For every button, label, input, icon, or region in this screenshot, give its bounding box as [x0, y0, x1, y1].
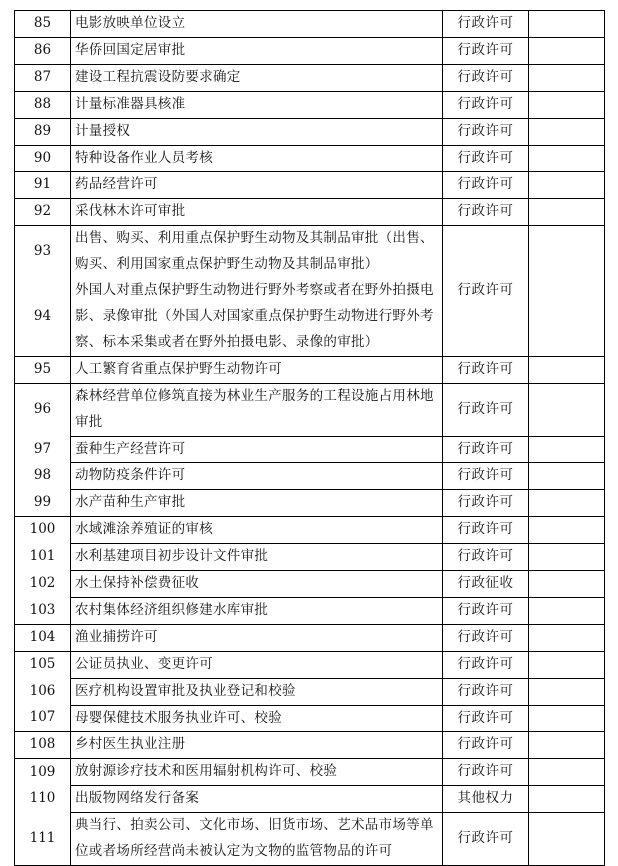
item-name: 药品经营许可 — [71, 172, 443, 199]
row-number: 110 — [15, 786, 71, 813]
item-name: 蚕种生产经营许可 — [71, 436, 443, 463]
item-name: 放射源诊疗技术和医用辐射机构许可、校验 — [71, 759, 443, 786]
item-remark — [529, 678, 605, 705]
table-row — [15, 759, 605, 786]
item-type: 行政许可 — [443, 517, 529, 544]
row-number: 108 — [15, 732, 71, 759]
row-number: 107 — [15, 705, 71, 732]
table-row — [15, 91, 605, 118]
item-type: 行政许可 — [443, 172, 529, 199]
item-remark — [529, 571, 605, 598]
item-type: 行政许可 — [443, 356, 529, 383]
row-number: 88 — [15, 91, 71, 118]
row-number: 91 — [15, 172, 71, 199]
item-remark — [529, 463, 605, 490]
item-type: 行政许可 — [443, 651, 529, 678]
item-name: 水产苗种生产审批 — [71, 490, 443, 517]
item-remark — [529, 544, 605, 571]
item-type: 行政许可 — [443, 732, 529, 759]
row-number: 95 — [15, 356, 71, 383]
item-name: 特种设备作业人员考核 — [71, 145, 443, 172]
row-number: 90 — [15, 145, 71, 172]
table-row — [15, 597, 605, 624]
table-row — [15, 226, 605, 278]
table-row — [15, 732, 605, 759]
item-type: 行政许可 — [443, 37, 529, 64]
item-name: 水土保持补偿费征收 — [71, 571, 443, 598]
item-remark — [529, 118, 605, 145]
item-type: 行政许可 — [443, 91, 529, 118]
row-number: 93 — [15, 226, 71, 278]
row-number: 97 — [15, 436, 71, 463]
item-type: 行政许可 — [443, 118, 529, 145]
row-number: 103 — [15, 597, 71, 624]
item-name: 渔业捕捞许可 — [71, 624, 443, 651]
row-number: 111 — [15, 813, 71, 866]
item-remark — [529, 37, 605, 64]
item-type: 行政许可 — [443, 383, 529, 436]
row-number: 98 — [15, 463, 71, 490]
item-remark — [529, 759, 605, 786]
item-type: 行政许可 — [443, 597, 529, 624]
row-number: 105 — [15, 651, 71, 678]
table-row — [15, 463, 605, 490]
item-type: 行政许可 — [443, 463, 529, 490]
item-type: 行政许可 — [443, 624, 529, 651]
item-type: 行政征收 — [443, 571, 529, 598]
item-type: 行政许可 — [443, 64, 529, 91]
item-name: 计量标准器具核准 — [71, 91, 443, 118]
item-name: 出版物网络发行备案 — [71, 786, 443, 813]
table-row — [15, 651, 605, 678]
item-remark — [529, 91, 605, 118]
item-name: 森林经营单位修筑直接为林业生产服务的工程设施占用林地审批 — [71, 383, 443, 436]
item-type: 行政许可 — [443, 436, 529, 463]
row-number: 99 — [15, 490, 71, 517]
item-remark — [529, 172, 605, 199]
item-remark — [529, 11, 605, 38]
item-remark — [529, 705, 605, 732]
table-row — [15, 37, 605, 64]
item-name: 农村集体经济组织修建水库审批 — [71, 597, 443, 624]
item-name: 水利基建项目初步设计文件审批 — [71, 544, 443, 571]
item-name: 母婴保健技术服务执业许可、校验 — [71, 705, 443, 732]
table-row — [15, 678, 605, 705]
item-remark — [529, 436, 605, 463]
table-row — [15, 11, 605, 38]
item-name: 人工繁育省重点保护野生动物许可 — [71, 356, 443, 383]
table-row — [15, 436, 605, 463]
row-number: 101 — [15, 544, 71, 571]
item-type: 行政许可 — [443, 678, 529, 705]
item-type: 行政许可 — [443, 759, 529, 786]
item-name: 计量授权 — [71, 118, 443, 145]
table-row — [15, 571, 605, 598]
row-number: 104 — [15, 624, 71, 651]
table-row — [15, 786, 605, 813]
row-number: 89 — [15, 118, 71, 145]
row-number: 100 — [15, 517, 71, 544]
item-remark — [529, 383, 605, 436]
item-type: 行政许可 — [443, 145, 529, 172]
item-name: 电影放映单位设立 — [71, 11, 443, 38]
item-name: 华侨回国定居审批 — [71, 37, 443, 64]
row-number: 85 — [15, 11, 71, 38]
item-name: 乡村医生执业注册 — [71, 732, 443, 759]
item-name: 医疗机构设置审批及执业登记和校验 — [71, 678, 443, 705]
table-row — [15, 64, 605, 91]
item-remark — [529, 732, 605, 759]
item-name: 典当行、拍卖公司、文化市场、旧货市场、艺术品市场等单位或者场所经营尚未被认定为文物的监管物品的许可 — [71, 813, 443, 866]
item-type: 行政许可 — [443, 199, 529, 226]
table-row — [15, 490, 605, 517]
item-remark — [529, 199, 605, 226]
item-remark — [529, 517, 605, 544]
item-type: 行政许可 — [443, 705, 529, 732]
item-name: 动物防疫条件许可 — [71, 463, 443, 490]
item-remark — [529, 356, 605, 383]
row-number: 106 — [15, 678, 71, 705]
item-type: 行政许可 — [443, 11, 529, 38]
table-row — [15, 517, 605, 544]
item-type: 其他权力 — [443, 786, 529, 813]
table-row — [15, 813, 605, 866]
item-remark — [529, 64, 605, 91]
row-number: 94 — [15, 278, 71, 356]
row-number: 96 — [15, 383, 71, 436]
item-type: 行政许可 — [443, 544, 529, 571]
item-remark — [529, 490, 605, 517]
item-name: 出售、购买、利用重点保护野生动物及其制品审批（出售、购买、利用国家重点保护野生动物及其制品审批） — [71, 226, 443, 278]
item-name: 公证员执业、变更许可 — [71, 651, 443, 678]
item-name: 外国人对重点保护野生动物进行野外考察或者在野外拍摄电影、录像审批（外国人对国家重点保护野生动物进行野外考察、标本采集或者在野外拍摄电影、录像的审批） — [71, 278, 443, 356]
table-body — [15, 11, 605, 866]
table-row — [15, 705, 605, 732]
item-remark — [529, 786, 605, 813]
item-name: 建设工程抗震设防要求确定 — [71, 64, 443, 91]
table-row — [15, 118, 605, 145]
item-type: 行政许可 — [443, 226, 529, 357]
item-remark — [529, 145, 605, 172]
row-number: 86 — [15, 37, 71, 64]
row-number: 102 — [15, 571, 71, 598]
item-type: 行政许可 — [443, 813, 529, 866]
table-row — [15, 172, 605, 199]
item-name: 采伐林木许可审批 — [71, 199, 443, 226]
table-row — [15, 145, 605, 172]
table-row — [15, 356, 605, 383]
item-remark — [529, 651, 605, 678]
table-row — [15, 199, 605, 226]
authority-list-table — [14, 10, 605, 866]
item-remark — [529, 597, 605, 624]
row-number: 109 — [15, 759, 71, 786]
table-row — [15, 383, 605, 436]
item-name: 水域滩涂养殖证的审核 — [71, 517, 443, 544]
row-number: 87 — [15, 64, 71, 91]
row-number: 92 — [15, 199, 71, 226]
table-row — [15, 624, 605, 651]
item-remark — [529, 813, 605, 866]
item-remark — [529, 624, 605, 651]
table-row — [15, 544, 605, 571]
item-remark — [529, 226, 605, 357]
item-type: 行政许可 — [443, 490, 529, 517]
